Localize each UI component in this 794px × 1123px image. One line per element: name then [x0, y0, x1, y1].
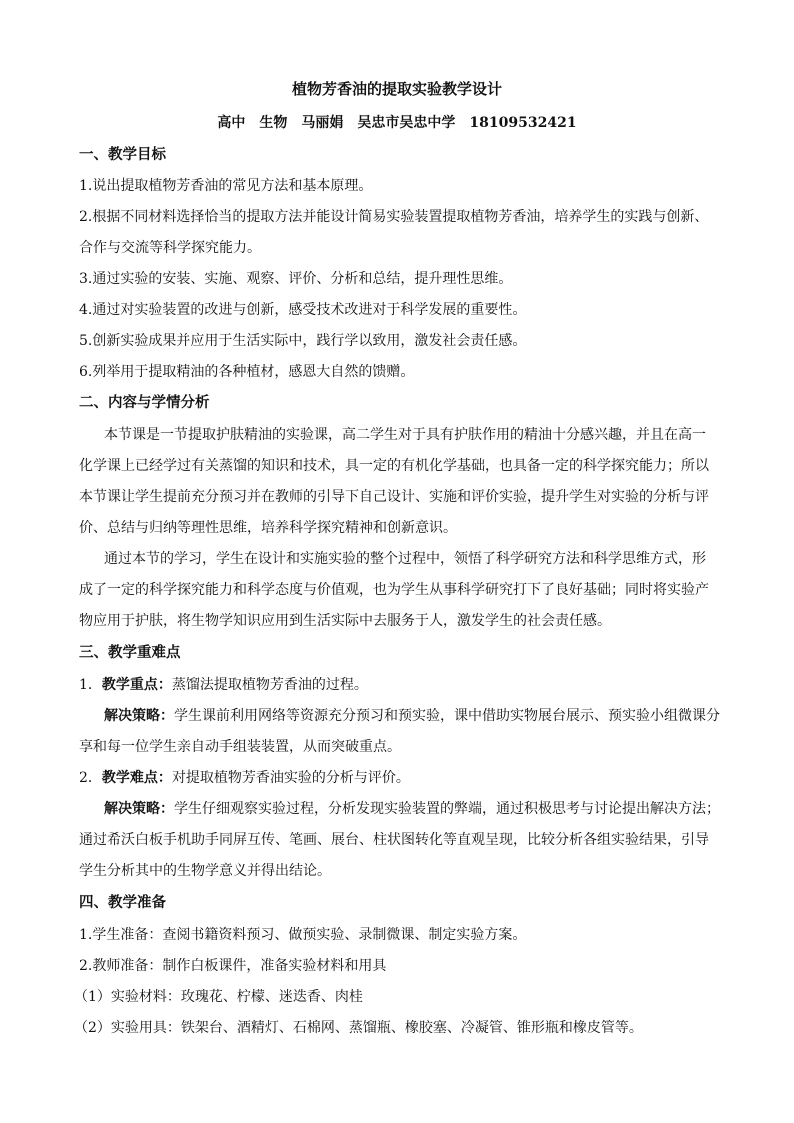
difficulty-label: 教学难点： [101, 770, 172, 786]
preparation-item: 2.教师准备：制作白板课件，准备实验材料和用具 [79, 958, 387, 974]
strategy-text: 学生仔细观察实验过程，分析发现实验装置的弊端，通过积极思考与讨论提出解决方法； [174, 801, 720, 817]
paragraph-line: 价、总结与归纳等理性思维，培养科学探究精神和创新意识。 [79, 520, 457, 536]
section-heading-preparation: 四、教学准备 [79, 894, 166, 911]
strategy-label: 解决策略： [104, 708, 174, 724]
paragraph-line: 化学课上已经学过有关蒸馏的知识和技术，具一定的有机化学基础，也具备一定的科学探究能力；所以 [79, 458, 709, 474]
strategy-line [104, 799, 744, 819]
key-point-text: 蒸馏法提取植物芳香油的过程。 [171, 677, 368, 693]
strategy-line-continued: 通过希沃白板手机助手同屏互传、笔画、展台、柱状图转化等直观呈现，比较分析各组实验结果，引导 [79, 832, 709, 848]
author-line: 高中 生物 马丽娟 吴忠市吴忠中学 18109532421 [217, 115, 577, 131]
preparation-subitem: （1）实验材料：玫瑰花、柠檬、迷迭香、肉桂 [74, 989, 363, 1005]
objective-item: 1.说出提取植物芳香油的常见方法和基本原理。 [79, 178, 373, 194]
paragraph-line: 通过本节的学习，学生在设计和实施实验的整个过程中，领悟了科学研究方法和科学思维方式，形 [104, 551, 706, 567]
section-heading-key-points: 三、教学重难点 [79, 644, 181, 661]
document-title: 植物芳香油的提取实验教学设计 [291, 80, 502, 98]
difficulty-line [79, 768, 719, 788]
paragraph-line: 本节课是一节提取护肤精油的实验课，高二学生对于具有护肤作用的精油十分感兴趣，并且在高一 [104, 427, 706, 443]
objective-item: 4.通过对实验装置的改进与创新，感受技术改进对于科学发展的重要性。 [79, 302, 527, 318]
preparation-subitem: （2）实验用具：铁架台、酒精灯、石棉网、蒸馏瓶、橡胶塞、冷凝管、锥形瓶和橡皮管等。 [74, 1020, 643, 1036]
strategy-text: 学生课前利用网络等资源充分预习和预实验，课中借助实物展台展示、预实验小组微课分 [174, 708, 720, 724]
difficulty-text: 对提取植物芳香油实验的分析与评价。 [171, 770, 410, 786]
objective-item-continued: 合作与交流等科学探究能力。 [79, 240, 261, 256]
paragraph-line: 成了一定的科学探究能力和科学态度与价值观，也为学生从事科学研究打下了良好基础；同时将实验产 [79, 582, 709, 598]
section-heading-analysis: 二、内容与学情分析 [79, 394, 210, 411]
paragraph-line: 物应用于护肤，将生物学知识应用到生活实际中去服务于人，激发学生的社会责任感。 [79, 613, 611, 629]
objective-item: 5.创新实验成果并应用于生活实际中，践行学以致用，激发社会责任感。 [79, 333, 527, 349]
strategy-line [104, 706, 744, 726]
strategy-label: 解决策略： [104, 801, 174, 817]
paragraph-line: 本节课让学生提前充分预习并在教师的引导下自己设计、实施和评价实验，提升学生对实验的分析与评 [79, 489, 709, 505]
strategy-line-continued: 学生分析其中的生物学意义并得出结论。 [79, 863, 331, 879]
key-point-label: 教学重点： [101, 677, 172, 693]
preparation-item: 1.学生准备：查阅书籍资料预习、做预实验、录制微课、制定实验方案。 [79, 927, 527, 943]
strategy-line-continued: 享和每一位学生亲自动手组装装置，从而突破重点。 [79, 739, 401, 755]
key-point-line [79, 675, 719, 695]
objective-item: 2.根据不同材料选择恰当的提取方法并能设计简易实验装置提取植物芳香油，培养学生的实践与创新、 [79, 209, 709, 225]
objective-item: 3.通过实验的安装、实施、观察、评价、分析和总结，提升理性思维。 [79, 271, 513, 287]
item-number: 1． [79, 677, 102, 693]
section-heading-objectives: 一、教学目标 [79, 146, 166, 163]
item-number: 2． [79, 770, 102, 786]
objective-item: 6.列举用于提取精油的各种植材，感恩大自然的馈赠。 [79, 364, 415, 380]
